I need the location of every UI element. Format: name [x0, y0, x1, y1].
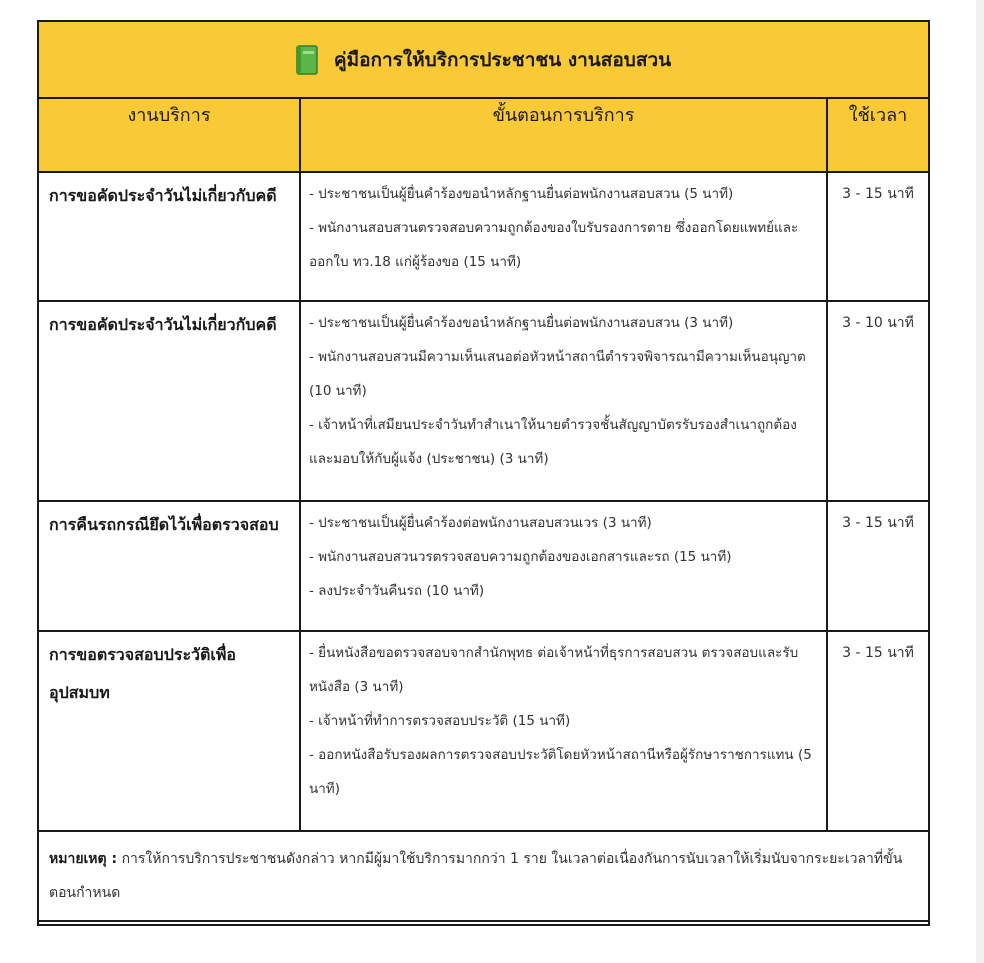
service-name: การคืนรถกรณียึดไว้เพื่อตรวจสอบ — [39, 501, 300, 631]
table-row — [39, 301, 928, 501]
service-name: การขอคัดประจำวันไม่เกี่ยวกับคดี — [39, 172, 300, 301]
column-header-service: งานบริการ — [39, 99, 300, 172]
service-time: 3 - 15 นาที — [827, 501, 928, 631]
service-time: 3 - 15 นาที — [827, 172, 928, 301]
page-title: คู่มือการให้บริการประชาชน งานสอบสวน — [333, 48, 672, 71]
step-item: - ยื่นหนังสือขอตรวจสอบจากสำนักพุทธ ต่อเจ้าหน้าที่ธุรการสอบสวน ตรวจสอบและรับหนังสือ (3 นาที) — [309, 645, 799, 695]
step-item: - ประชาชนเป็นผู้ยื่นคำร้องต่อพนักงานสอบสวนเวร (3 นาที) — [309, 515, 652, 531]
service-steps — [300, 301, 827, 501]
title-bar — [39, 22, 928, 99]
service-time: 3 - 10 นาที — [827, 301, 928, 501]
service-steps — [300, 501, 827, 631]
column-header-steps: ขั้นตอนการบริการ — [300, 99, 827, 172]
service-steps — [300, 631, 827, 831]
step-item: - พนักงานสอบสวนตรวจสอบความถูกต้องของใบรับรองการตาย ซึ่งออกโดยแพทย์และออกใบ ทว.18 แก่ผู้ร้องขอ (15 นาที) — [309, 220, 799, 270]
column-header-time: ใช้เวลา — [827, 99, 928, 172]
table-row — [39, 631, 928, 831]
step-item: - พนักงานสอบสวนวรตรวจสอบความถูกต้องของเอกสารและรถ (15 นาที) — [309, 549, 732, 565]
service-name: การขอตรวจสอบประวัติเพื่ออุปสมบท — [39, 631, 300, 831]
note-label: หมายเหตุ : — [49, 851, 118, 867]
note-text: การให้การบริการประชาชนดังกล่าว หากมีผู้มาใช้บริการมากกว่า 1 ราย ในเวลาต่อเนื่องกันการนับเวลาให้เริ่มนับจากระยะเวลาที่ขั้นตอนกำหนด — [49, 851, 903, 901]
service-time: 3 - 15 นาที — [827, 631, 928, 831]
green-book-icon — [296, 45, 318, 75]
step-item: - ลงประจำวันคืนรถ (10 นาที) — [309, 583, 485, 599]
step-item: - พนักงานสอบสวนมีความเห็นเสนอต่อหัวหน้าสถานีตำรวจพิจารณามีความเห็นอนุญาต (10 นาที) — [309, 349, 806, 399]
note-row — [39, 831, 928, 921]
step-item: - เจ้าหน้าที่ทำการตรวจสอบประวัติ (15 นาที) — [309, 713, 571, 729]
step-item: - ออกหนังสือรับรองผลการตรวจสอบประวัติโดยหัวหน้าสถานีหรือผู้รักษาราชการแทน (5 นาที) — [309, 747, 812, 797]
step-item: - ประชาชนเป็นผู้ยื่นคำร้องขอนำหลักฐานยื่นต่อพนักงานสอบสวน (3 นาที) — [309, 315, 734, 331]
service-table — [39, 99, 928, 922]
table-header-row — [39, 99, 928, 172]
page-scrollbar[interactable] — [976, 0, 984, 963]
note — [39, 831, 928, 921]
step-item: - เจ้าหน้าที่เสมียนประจำวันทำสำเนาให้นายตำรวจชั้นสัญญาบัตรรับรองสำเนาถูกต้องและมอบให้กับผู้แจ้ง (ประชาชน) (3 นาที) — [309, 417, 797, 467]
service-name: การขอคัดประจำวันไม่เกี่ยวกับคดี — [39, 301, 300, 501]
step-item: - ประชาชนเป็นผู้ยื่นคำร้องขอนำหลักฐานยื่นต่อพนักงานสอบสวน (5 นาที) — [309, 186, 734, 202]
table-row — [39, 172, 928, 301]
service-steps — [300, 172, 827, 301]
table-row — [39, 501, 928, 631]
service-guide-card — [37, 20, 930, 926]
